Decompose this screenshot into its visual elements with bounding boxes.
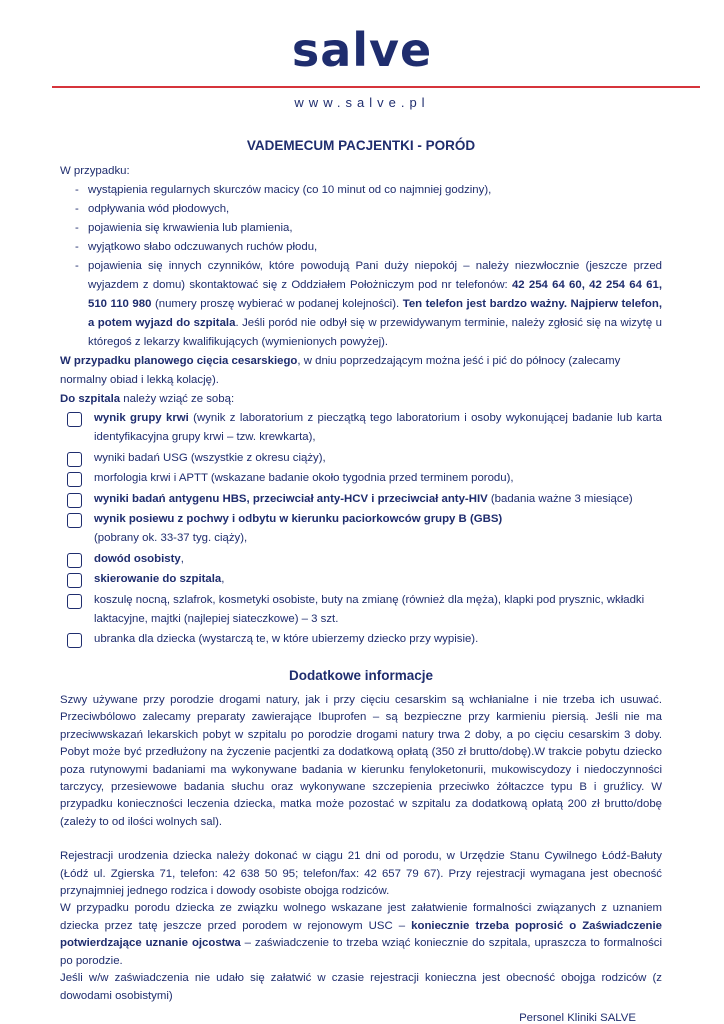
checklist-item-antigen-tests <box>67 490 662 509</box>
logo <box>0 24 724 76</box>
item-bold: wyniki badań antygenu HBS, przeciwciał anty-HCV i przeciwciał anty-HIV <box>94 492 488 505</box>
checklist-item-personal-items <box>67 591 662 629</box>
paragraph-certificate: Jeśli w/w zaświadczenia nie udało się załatwić w czasie rejestracji konieczna jest obecność obojga rodziców (z dowodami osobistymi) <box>60 972 662 1002</box>
checkbox[interactable] <box>67 633 82 648</box>
symptom-list <box>60 181 662 352</box>
checkbox[interactable] <box>67 553 82 568</box>
list-item-contact <box>60 257 662 352</box>
contact-text-3: . Jeśli poród nie odbył się w przewidywanym terminie, należy zgłosić się na wizytę u któregoś z lekarzy kwalifikujących (wymienionych powyżej). <box>88 317 662 348</box>
signature: Personel Kliniki SALVE <box>519 1011 636 1024</box>
list-item: - wystąpienia regularnych skurczów macicy (co 10 minut od co najmniej godziny), <box>60 181 662 200</box>
checklist-item-referral <box>67 570 662 589</box>
item-bold: skierowanie do szpitala <box>94 573 222 585</box>
checklist-item-gbs <box>67 510 662 548</box>
checklist-item-id-card <box>67 550 662 569</box>
cesarean-bold: W przypadku planowego cięcia cesarskiego <box>60 355 298 367</box>
checkbox[interactable] <box>67 493 82 508</box>
section-title-additional: Dodatkowe informacje <box>288 668 434 683</box>
phone-important-note: Ten telefon jest bardzo ważny. Najpierw telefon, a potem wyjazd do szpitala <box>88 298 662 329</box>
checkbox[interactable] <box>67 573 82 588</box>
intro-text: W przypadku: <box>60 165 130 177</box>
paragraph-paternity <box>60 900 662 970</box>
item-text: (badania ważne 3 miesiące) <box>487 492 633 505</box>
hospital-bold: Do szpitala <box>60 393 121 405</box>
item-text: wyniki badań USG (wszystkie z okresu ciąży), <box>94 451 326 464</box>
item-text: (wynik z laboratorium z pieczątką tego laboratorium i osoby wykonującej badanie lub karta identyfikacyjna grupy krwi – tzw. krewkarta), <box>94 412 662 443</box>
checklist <box>60 409 662 649</box>
item-text: morfologia krwi i APTT (wskazane badanie około tygodnia przed terminem porodu), <box>94 472 514 484</box>
phone-numbers: 42 254 64 60, 42 254 64 61, 510 110 980 <box>88 279 663 310</box>
paragraph-stay: Szwy używane przy porodzie drogami natury, jak i przy cięciu cesarskim są wchłanialne i nie trzeba ich usuwać. Przeciwbólowo zalecamy preparaty zawierające Ibuprofen – są bezpieczne przy karmieniu piersią. Jeśli nie ma przeciwwskazań lekarskich pobyt w szpitalu po porodzie drogami natury trwa 2 doby, a po cięciu cesarskim 3 doby. Pobyt może być przedłużony na życzenie pacjentki za dodatkową opłatą (350 zł brutto/dobę).W trakcie pobytu dziecko poza rutynowymi badaniami ma wykonywane badania w kierunku fenyloketonurii, mukowiscydozy i niedoczynności tarczycy, przesiewowe badania słuchu oraz wykonywane szczepienia przeciwko żółtaczce typu B i gruźlicy. W przypadku konieczności leczenia dziecka, matka może pozostać w szpitalu za dodatkową opłatą 200 zł brutto/dobę (zależy to od ilości wolnych sal). <box>60 694 662 828</box>
checkbox[interactable] <box>67 412 82 427</box>
contact-text-1: pojawienia się innych czynników, które powodują Pani duży niepokój – należy niezwłocznie (jeszcze przed wyjazdem z domu) skontaktować się z Oddziałem Położniczym pod nr telefonów: <box>88 260 662 291</box>
paragraph-registration: Rejestracji urodzenia dziecka należy dokonać w ciągu 21 dni od porodu, w Urzędzie Stanu Cywilnego Łódź-Bałuty (Łódź ul. Zgierska 71, telefon: 42 638 50 95; telefon/fax: 42 657 79 67). Przy rejestracji wymagana jest obecność przynajmniej jednego rodzica i dowody osobiste obojga rodziców. <box>60 850 662 898</box>
item-text: , <box>180 552 184 565</box>
checkbox[interactable] <box>67 472 82 487</box>
header <box>0 0 724 112</box>
item-bold: wynik posiewu z pochwy i odbytu w kierunku paciorkowców grupy B (GBS) <box>94 513 503 525</box>
paternity-text-1: W przypadku porodu dziecka ze związku wolnego wskazane jest załatwienie formalności związanych z uznaniem dziecka przez tatę jeszcze przed porodem w rejonowym USC – <box>60 902 662 932</box>
list-item: - odpływania wód płodowych, <box>60 200 662 219</box>
checklist-item-usg <box>67 449 662 468</box>
hospital-text: należy wziąć ze sobą: <box>120 393 235 405</box>
cesarean-text: , w dniu poprzedzającym można jeść i pić do północy (zalecamy normalny obiad i lekką kolację). <box>60 355 621 386</box>
document-body <box>60 138 662 1024</box>
contact-text-2: (numery proszę wybierać w podanej kolejności). <box>151 298 403 310</box>
checkbox[interactable] <box>67 594 82 609</box>
cesarean-note <box>60 352 662 390</box>
list-item: - wyjątkowo słabo odczuwanych ruchów płodu, <box>60 238 662 257</box>
checklist-item-baby-clothes <box>67 630 662 649</box>
page-title: VADEMECUM PACJENTKI - PORÓD <box>246 138 476 153</box>
hospital-intro <box>60 390 662 409</box>
item-text: koszulę nocną, szlafrok, kosmetyki osobiste, buty na zmianę (również dla męża), klapki pod prysznic, wkładki laktacyjne, majtki (najlepiej siateczkowe) – 3 szt. <box>94 593 645 625</box>
item-bold: wynik grupy krwi <box>94 412 189 424</box>
checkbox[interactable] <box>67 452 82 467</box>
paternity-bold: koniecznie trzeba poprosić o Zaświadczenie potwierdzające uznanie ojcostwa <box>60 919 662 950</box>
item-text: , <box>221 573 225 585</box>
logo-wordmark: salve <box>291 23 433 77</box>
paternity-text-2: – zaświadczenie to trzeba wziąć koniecznie do szpitala, upraszcza to formalności po porodzie. <box>60 937 662 967</box>
website-url[interactable]: www.salve.pl <box>294 95 430 110</box>
list-item: - pojawienia się krwawienia lub plamienia, <box>60 219 662 238</box>
item-text: ubranka dla dziecka (wystarczą te, w które ubierzemy dziecko przy wypisie). <box>94 633 479 645</box>
checklist-item-blood-group <box>67 409 662 447</box>
header-divider <box>52 86 700 88</box>
item-text: (pobrany ok. 33-37 tyg. ciąży), <box>94 532 248 544</box>
checkbox[interactable] <box>67 513 82 528</box>
additional-info <box>60 692 662 1005</box>
checklist-item-morphology <box>67 469 662 488</box>
item-bold: dowód osobisty <box>94 552 181 565</box>
